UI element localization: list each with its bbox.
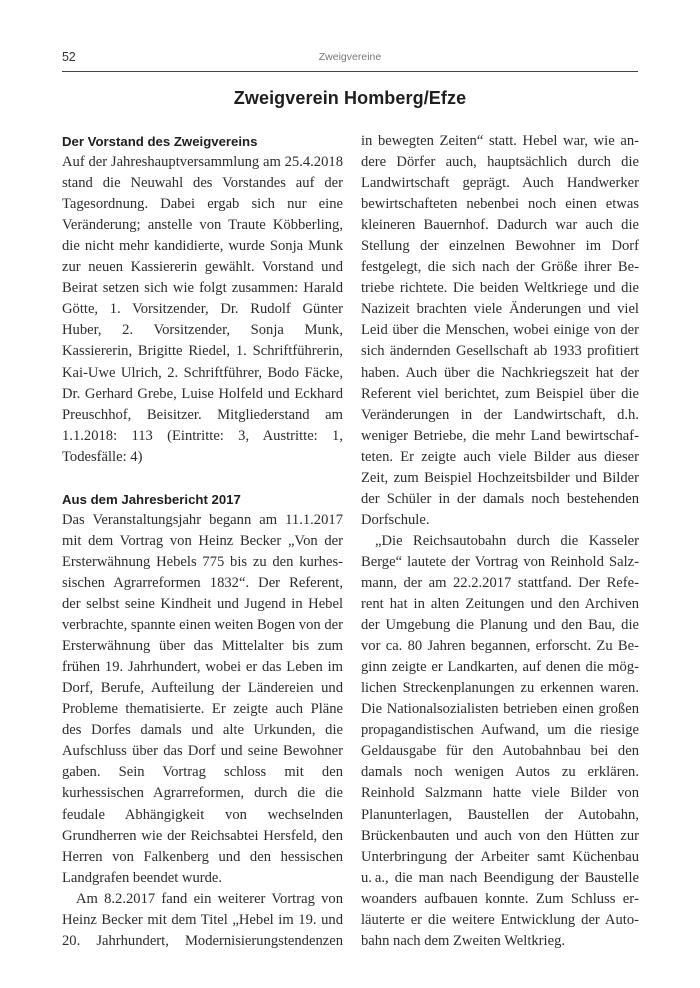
- section-title: Zweigvereine: [318, 51, 382, 63]
- section-spacer: [62, 468, 343, 489]
- paragraph-jahresbericht-2-cont: in bewegten Zeiten“ statt. Hebel war, wie andere Dörfer auch, hauptsächlich durch die Landwirtschaft geprägt. Auch Handwerker bewirtschafteten nebenbei noch einen etwas kleineren Bauernhof. Dadurch war auch die Stellung der einzelnen Bewohner im Dorf festgelegt, die sich nach der Größe ihrer Betriebe richtete. Die beiden Weltkriege und die Nazizeit brachten viele Änderungen und viel Leid über die Menschen, wobei einige von der sich ändernden Gesellschaft ab 1933 profitiert haben. Auch über die Nachkriegszeit hat der Referent viel berichtet, zum Beispiel über die Veränderungen in der Landwirtschaft, d.h. weniger Betriebe, die mehr Land bewirtschafteten. Er zeigte auch viele Bilder aus dieser Zeit, zum Beispiel Hochzeitsbilder und Bilder der Schüler in der damals noch bestehenden Dorfschule.: [361, 133, 639, 528]
- page-number: 52: [62, 50, 76, 64]
- left-column: [62, 131, 343, 952]
- section-heading-jahresbericht: Aus dem Jahresbericht 2017: [62, 491, 241, 507]
- paragraph-jahresbericht-1: Das Veranstaltungsjahr begann am 11.1.2017 mit dem Vortrag von Heinz Becker „Von der Ersterwähnung Hebels 775 bis zu den kurhessischen Agrarreformen 1832“. Der Referent, der selbst seine Kindheit und Jugend in Hebel verbrachte, spannte einen weiten Bogen von der Ersterwähnung über das Mittelalter bis zum frühen 19. Jahrhundert, wobei er das Leben im Dorf, Berufe, Aufteilung der Ländereien und Probleme thematisierte. Er zeigte auch Pläne des Dorfes damals und alte Urkunden, die Aufschluss über das Dorf und seine Bewohner gaben. Sein Vortrag schloss mit den kurhessischen Agrarreformen, durch die die feudale Abhängigkeit von wechselnden Grundherren wie der Reichsabtei Hersfeld, den Herren von Falkenberg und den hessischen Landgrafen beendet wurde.: [62, 511, 343, 886]
- section-heading-vorstand: Der Vorstand des Zweigvereins: [62, 134, 258, 149]
- right-column: [361, 131, 639, 952]
- paragraph-vorstand: Auf der Jahreshauptversammlung am 25.4.2018 stand die Neuwahl des Vorstandes auf der Tagesordnung. Dabei ergab sich nur eine Veränderung; anstelle von Traute Köbberling, die nicht mehr kandidierte, wurde Sonja Munk zur neuen Kassiererin gewählt. Vorstand und Beirat setzen sich wie folgt zusammen: Harald Götte, 1. Vorsitzender, Dr. Rudolf Günter Huber, 2. Vorsitzender, Sonja Munk, Kassiererin, Brigitte Riedel, 1. Schriftführerin, Kai-Uwe Ulrich, 2. Schriftführer, Bodo Fäcke, Dr. Gerhard Grebe, Luise Holfeld und Eckhard Preuschhof, Beisitzer. Mitgliederstand am 1.1.2018: 113 (Eintritte: 3, Austritte: 1, Todesfälle: 4): [62, 154, 343, 465]
- paragraph-jahresbericht-2-start: Am 8.2.2017 fand ein weiterer Vortrag von Heinz Becker mit dem Titel „Hebel im 19. und 20. Jahrhundert, Modernisierungstendenzen: [62, 890, 343, 949]
- running-header: [62, 50, 638, 68]
- article-title: Zweigverein Homberg/Efze: [233, 88, 467, 108]
- header-rule: [62, 71, 638, 72]
- paragraph-jahresbericht-3: „Die Reichsautobahn durch die Kasseler Berge“ lautete der Vortrag von Reinhold Salzmann, der am 22.2.2017 stattfand. Der Referent hat in alten Zeitungen und den Archiven der Umgebung die Planung und den Bau, die vor ca. 80 Jahren begannen, erforscht. Zu Beginn zeigte er Landkarten, auf denen die möglichen Streckenplanungen zu erkennen waren. Die Nationalsozialisten betrieben einen großen propagandistischen Aufwand, um die riesige Geldausgabe für den Autobahnbau bei den damals noch wenigen Autos zu erklären. Reinhold Salzmann hatte viele Bilder von Planunterlagen, Baustellen der Autobahn, Brückenbauten und auch von den Hütten zur Unterbringung der Arbeiter samt Küchenbau u. a., die man nach Beendigung der Baustelle woanders aufbauen konnte. Zum Schluss erläuterte er die weitere Entwicklung der Autobahn nach dem Zweiten Weltkrieg.: [361, 532, 639, 949]
